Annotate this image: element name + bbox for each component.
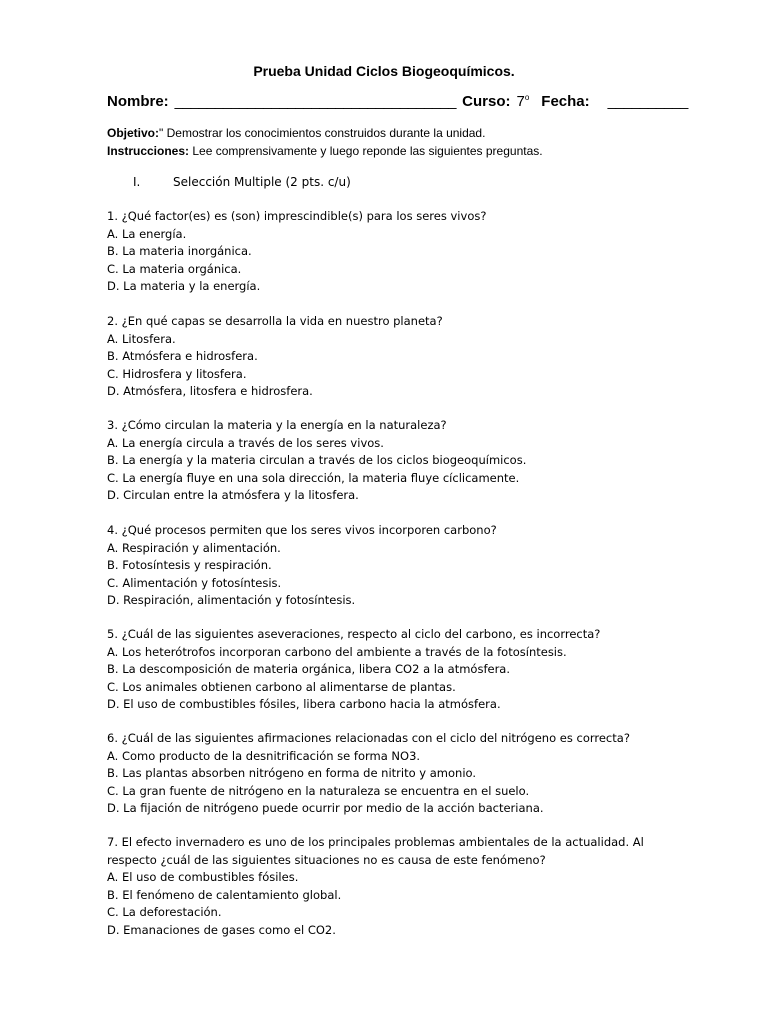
option-b: B. La materia inorgánica. [107, 244, 252, 258]
document-title: Prueba Unidad Ciclos Biogeoquímicos. [253, 63, 515, 79]
objetivo-text: " Demostrar los conocimientos construidos durante la unidad. [159, 126, 486, 140]
question-4 [107, 522, 667, 610]
option-a: A. Respiración y alimentación. [107, 540, 281, 555]
instrucciones-line [107, 144, 667, 158]
option-c: C. Alimentación y fotosíntesis. [107, 575, 282, 590]
student-header [107, 93, 689, 110]
objetivo-label: Objetivo: [107, 126, 160, 140]
option-c: C. La deforestación. [107, 905, 222, 919]
section-heading [133, 175, 351, 189]
option-d: D. Emanaciones de gases como el CO2. [107, 922, 336, 937]
question-6 [107, 730, 667, 818]
question-text: 1. ¿Qué factor(es) es (son) imprescindible(s) para los seres vivos? [107, 209, 487, 223]
option-d: D. El uso de combustibles fósiles, libera carbono hacia la atmósfera. [107, 697, 501, 711]
nombre-blank: ___________________________________ [174, 93, 457, 110]
instrucciones-label: Instrucciones: [107, 144, 190, 158]
option-b: B. Las plantas absorben nitrógeno en forma de nitrito y amonio. [107, 766, 477, 780]
question-2 [107, 313, 667, 401]
option-b: B. La energía y la materia circulan a través de los ciclos biogeoquímicos. [107, 453, 527, 467]
question-text-line2: respecto ¿cuál de las siguientes situaciones no es causa de este fenómeno? [107, 852, 546, 867]
nombre-label: Nombre: [107, 93, 169, 110]
instrucciones-text: Lee comprensivamente y luego reponde las siguientes preguntas. [189, 144, 543, 158]
section-title: Selección Multiple (2 pts. c/u) [173, 175, 351, 189]
option-d: D. Atmósfera, litosfera e hidrosfera. [107, 384, 313, 398]
option-a: A. Litosfera. [107, 331, 176, 346]
curso-superscript: o [524, 93, 530, 102]
fecha-blank: __________ [607, 93, 689, 110]
objetivo-line [107, 126, 667, 140]
option-b: B. La descomposición de materia orgánica, libera CO2 a la atmósfera. [107, 662, 511, 676]
option-c: C. Hidrosfera y litosfera. [107, 366, 247, 381]
question-text: 5. ¿Cuál de las siguientes aseveraciones, respecto al ciclo del carbono, es incorrecta? [107, 627, 601, 641]
option-c: C. La energía fluye en una sola dirección, la materia fluye cíclicamente. [107, 470, 520, 485]
option-d: D. Circulan entre la atmósfera y la litosfera. [107, 488, 359, 502]
question-7 [107, 834, 667, 939]
option-d: D. La fijación de nitrógeno puede ocurrir por medio de la acción bacteriana. [107, 801, 544, 815]
option-a: A. La energía. [107, 226, 187, 241]
curso-value: 7 [516, 93, 525, 110]
option-a: A. Los heterótrofos incorporan carbono del ambiente a través de la fotosíntesis. [107, 644, 567, 659]
option-d: D. Respiración, alimentación y fotosíntesis. [107, 593, 356, 607]
question-3 [107, 417, 667, 505]
question-text: 6. ¿Cuál de las siguientes afirmaciones relacionadas con el ciclo del nitrógeno es correcta? [107, 731, 630, 745]
option-d: D. La materia y la energía. [107, 279, 261, 293]
option-b: B. Fotosíntesis y respiración. [107, 558, 272, 572]
option-c: C. Los animales obtienen carbono al alimentarse de plantas. [107, 679, 456, 694]
question-1 [107, 208, 667, 296]
question-text: 7. El efecto invernadero es uno de los principales problemas ambientales de la actualidad. Al [107, 835, 644, 849]
curso-label: Curso: [462, 93, 511, 110]
option-b: B. El fenómeno de calentamiento global. [107, 887, 342, 902]
option-b: B. Atmósfera e hidrosfera. [107, 349, 258, 363]
question-text: 3. ¿Cómo circulan la materia y la energía en la naturaleza? [107, 418, 447, 432]
question-5 [107, 626, 667, 714]
fecha-label: Fecha: [541, 93, 590, 110]
question-text: 4. ¿Qué procesos permiten que los seres vivos incorporen carbono? [107, 523, 497, 537]
option-a: A. Como producto de la desnitrificación se forma NO3. [107, 748, 421, 763]
question-text: 2. ¿En qué capas se desarrolla la vida en nuestro planeta? [107, 314, 443, 328]
option-a: A. La energía circula a través de los seres vivos. [107, 435, 384, 450]
option-c: C. La materia orgánica. [107, 261, 242, 276]
option-a: A. El uso de combustibles fósiles. [107, 870, 299, 884]
option-c: C. La gran fuente de nitrógeno en la naturaleza se encuentra en el suelo. [107, 783, 530, 798]
section-number: I. [133, 175, 141, 189]
